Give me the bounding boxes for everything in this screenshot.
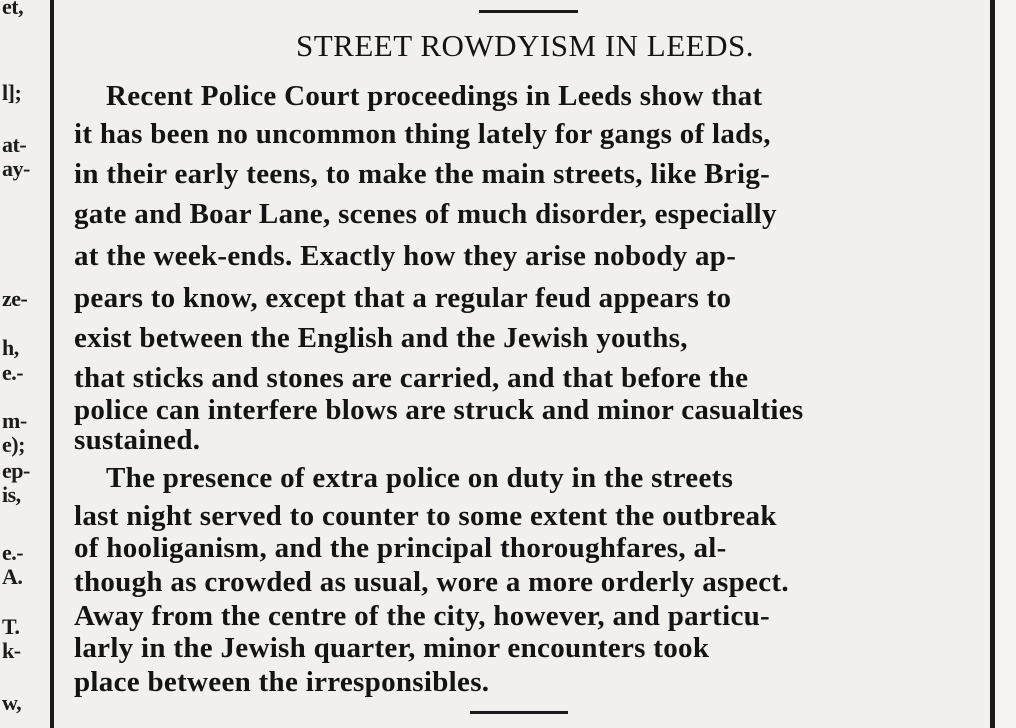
fragment: m- — [2, 408, 27, 433]
fragment: is, — [2, 482, 21, 507]
article-line: The presence of extra police on duty in the streets — [106, 462, 734, 494]
fragment: l]; — [2, 80, 22, 105]
article-line: place between the irresponsibles. — [74, 666, 490, 698]
article-line: larly in the Jewish quarter, minor encounters took — [74, 632, 710, 664]
article-line: it has been no uncommon thing lately for gangs of lads, — [74, 118, 771, 150]
fragment: e); — [2, 432, 25, 457]
page-margin-right — [995, 0, 1016, 728]
article-line: last night served to counter to some extent the outbreak — [74, 500, 777, 532]
article-line: that sticks and stones are carried, and that before the — [74, 362, 749, 394]
fragment: w, — [2, 690, 22, 715]
fragment: ze- — [2, 286, 28, 311]
article-line: of hooliganism, and the principal thoroughfares, al- — [74, 532, 727, 564]
article-headline: STREET ROWDYISM IN LEEDS. — [296, 28, 754, 63]
article-line: Recent Police Court proceedings in Leeds show that — [106, 80, 763, 112]
fragment: e.- — [2, 540, 24, 565]
fragment: T. — [2, 614, 20, 639]
article-line: though as crowded as usual, wore a more orderly aspect. — [74, 566, 789, 598]
article-line: pears to know, except that a regular feud appears to — [74, 282, 732, 314]
fragment: ep- — [2, 458, 30, 483]
fragment: k- — [2, 638, 21, 663]
article-line: at the week-ends. Exactly how they arise nobody ap- — [74, 240, 737, 272]
fragment: h, — [2, 335, 19, 360]
fragment: e.- — [2, 360, 24, 385]
article-line: exist between the English and the Jewish youths, — [74, 322, 688, 354]
column-rule-left — [50, 0, 54, 728]
fragment: at- — [2, 132, 27, 157]
article-line: in their early teens, to make the main streets, like Brig- — [74, 158, 771, 190]
article-line: gate and Boar Lane, scenes of much disorder, especially — [74, 198, 777, 230]
article-line: sustained. — [74, 424, 201, 456]
article-line: police can interfere blows are struck and minor casualties — [74, 394, 804, 426]
fragment: ay- — [2, 156, 30, 181]
article-line: Away from the centre of the city, however, and particu- — [74, 600, 771, 632]
article-rule-bottom — [470, 711, 568, 714]
left-column-fragments — [0, 0, 46, 728]
headline-rule-top — [479, 10, 578, 13]
fragment: A. — [2, 564, 23, 589]
fragment: et, — [2, 0, 24, 19]
